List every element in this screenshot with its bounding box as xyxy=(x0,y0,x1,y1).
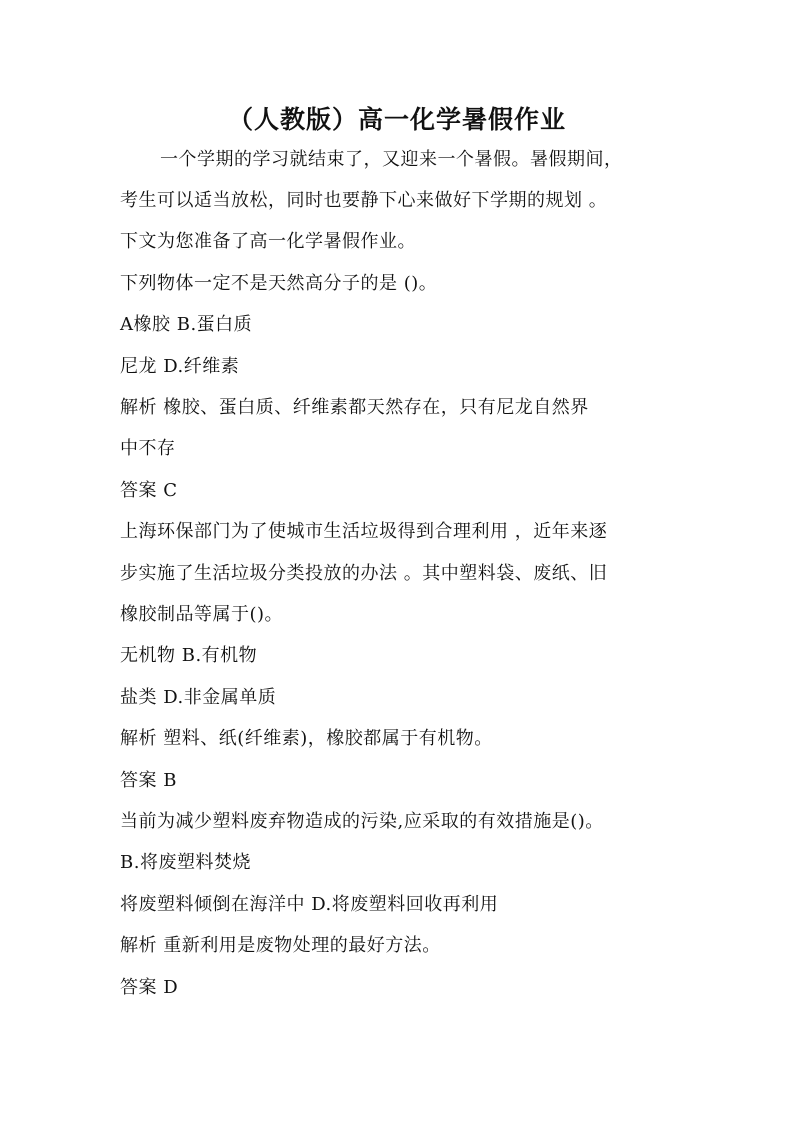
paragraph-line: 考生可以适当放松，同时也要静下心来做好下学期的规划 。 xyxy=(120,190,608,211)
question-line: 步实施了生活垃圾分类投放的办法 。其中塑料袋、废纸、旧 xyxy=(120,563,608,584)
analysis-line: 解析 橡胶、蛋白质、纤维素都天然存在，只有尼龙自然界 xyxy=(120,397,589,418)
analysis-line: 中不存 xyxy=(120,438,176,459)
option-line: A橡胶 B.蛋白质 xyxy=(120,314,253,335)
analysis-line: 解析 重新利用是废物处理的最好方法。 xyxy=(120,935,441,956)
answer-line: 答案 C xyxy=(120,480,178,501)
option-line: B.将废塑料焚烧 xyxy=(120,852,251,873)
answer-line: 答案 B xyxy=(120,770,177,791)
option-line: 尼龙 D.纤维素 xyxy=(120,356,240,377)
question-line: 橡胶制品等属于()。 xyxy=(120,604,284,625)
analysis-line: 解析 塑料、纸(纤维素)，橡胶都属于有机物。 xyxy=(120,728,493,749)
question-line: 下列物体一定不是天然高分子的是 ()。 xyxy=(120,273,438,294)
question-line: 当前为减少塑料废弃物造成的污染,应采取的有效措施是()。 xyxy=(120,811,604,832)
document-title: （人教版）高一化学暑假作业 xyxy=(227,105,566,134)
paragraph-line: 一个学期的学习就结束了，又迎来一个暑假。暑假期间， xyxy=(160,149,623,170)
question-line: 上海环保部门为了使城市生活垃圾得到合理利用 ，近年来逐 xyxy=(120,521,608,542)
option-line: 盐类 D.非金属单质 xyxy=(120,687,277,708)
paragraph-line: 下文为您准备了高一化学暑假作业。 xyxy=(120,231,416,252)
answer-line: 答案 D xyxy=(120,977,179,998)
option-line: 无机物 B.有机物 xyxy=(120,645,258,666)
option-line: 将废塑料倾倒在海洋中 D.将废塑料回收再利用 xyxy=(120,894,499,915)
